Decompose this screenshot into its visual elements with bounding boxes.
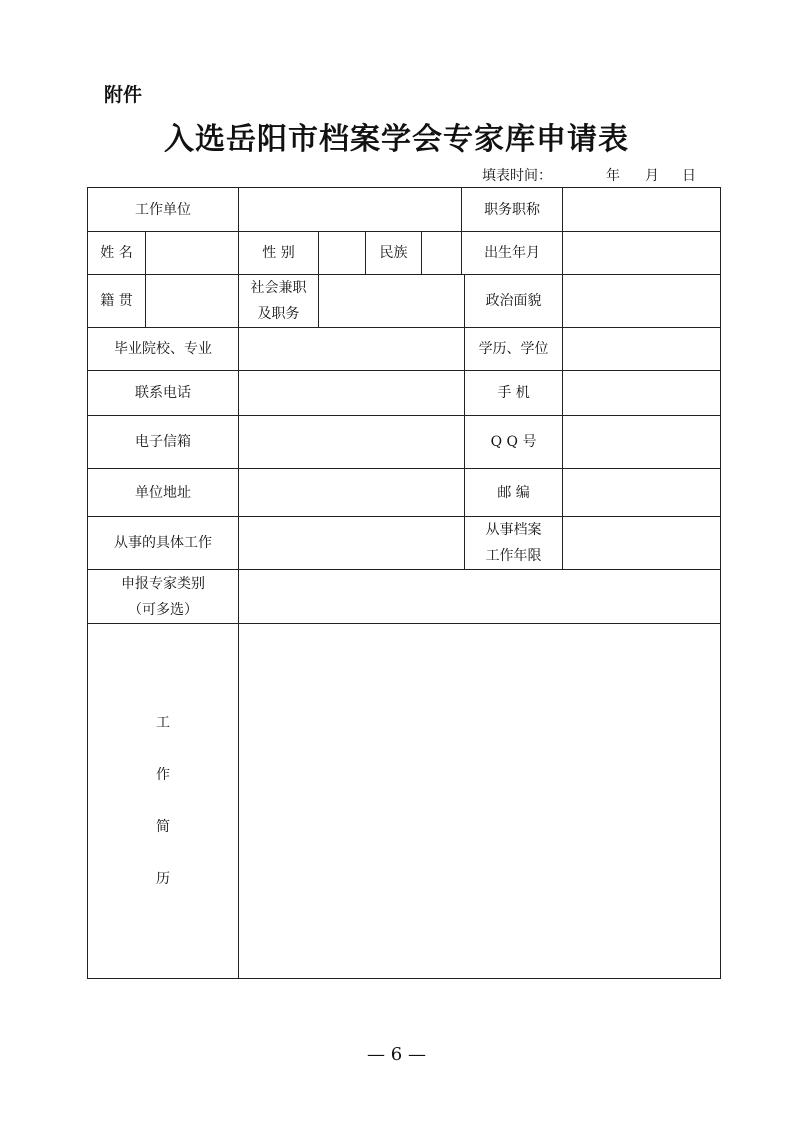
table-row	[88, 570, 721, 624]
input-position-title[interactable]	[563, 188, 721, 232]
label-ethnicity: 民族	[366, 232, 422, 275]
input-mobile[interactable]	[563, 371, 721, 416]
label-work-resume	[88, 624, 239, 979]
fill-time-year: 年	[606, 168, 620, 184]
input-social-position[interactable]	[319, 275, 465, 328]
label-birth-date: 出生年月	[462, 232, 563, 275]
label-school-major: 毕业院校、专业	[88, 328, 239, 371]
label-education-degree: 学历、学位	[465, 328, 563, 371]
label-archive-years	[465, 517, 563, 570]
input-political-status[interactable]	[563, 275, 721, 328]
table-row	[88, 517, 721, 570]
label-mobile: 手 机	[465, 371, 563, 416]
label-specific-work: 从事的具体工作	[88, 517, 239, 570]
label-gender: 性 别	[239, 232, 319, 275]
label-qq: Q Q 号	[465, 416, 563, 469]
input-specific-work[interactable]	[239, 517, 465, 570]
input-postcode[interactable]	[563, 469, 721, 517]
table-row	[88, 469, 721, 517]
input-work-resume[interactable]	[239, 624, 721, 979]
table-row	[88, 275, 721, 328]
form-title: 入选岳阳市档案学会专家库申请表	[164, 122, 629, 157]
label-expert-category-line2: （可多选）	[128, 601, 198, 618]
resume-char: 历	[156, 871, 170, 887]
input-native-place[interactable]	[146, 275, 239, 328]
input-ethnicity[interactable]	[422, 232, 462, 275]
attachment-label: 附件	[104, 84, 143, 106]
fill-time-month: 月	[645, 168, 659, 184]
resume-char: 工	[156, 715, 170, 731]
page-number: — 6 —	[367, 1044, 426, 1065]
input-gender[interactable]	[319, 232, 366, 275]
table-row	[88, 232, 721, 275]
table-row	[88, 328, 721, 371]
input-name[interactable]	[146, 232, 239, 275]
resume-char: 简	[156, 819, 170, 835]
label-unit-address: 单位地址	[88, 469, 239, 517]
application-form-table	[87, 187, 721, 979]
label-social-position-line2: 及职务	[257, 306, 300, 322]
label-phone: 联系电话	[88, 371, 239, 416]
label-social-position	[239, 275, 319, 328]
label-expert-category	[88, 570, 239, 624]
input-archive-years[interactable]	[563, 517, 721, 570]
input-birth-date[interactable]	[563, 232, 721, 275]
input-school-major[interactable]	[239, 328, 465, 371]
label-position-title: 职务职称	[462, 188, 563, 232]
label-archive-years-line2: 工作年限	[485, 548, 542, 564]
label-native-place: 籍 贯	[88, 275, 146, 328]
fill-time-label: 填表时间：	[482, 168, 552, 184]
input-phone[interactable]	[239, 371, 465, 416]
input-education-degree[interactable]	[563, 328, 721, 371]
label-social-position-line1: 社会兼职	[250, 280, 307, 296]
label-postcode: 邮 编	[465, 469, 563, 517]
table-row	[88, 188, 721, 232]
input-work-unit[interactable]	[239, 188, 462, 232]
resume-char: 作	[156, 767, 170, 783]
input-qq[interactable]	[563, 416, 721, 469]
label-archive-years-line1: 从事档案	[485, 522, 542, 538]
table-row	[88, 416, 721, 469]
label-email: 电子信箱	[88, 416, 239, 469]
label-name: 姓 名	[88, 232, 146, 275]
table-row	[88, 371, 721, 416]
label-political-status: 政治面貌	[465, 275, 563, 328]
input-email[interactable]	[239, 416, 465, 469]
input-expert-category[interactable]	[239, 570, 721, 624]
input-unit-address[interactable]	[239, 469, 465, 517]
fill-time-day: 日	[682, 168, 696, 184]
label-work-unit: 工作单位	[88, 188, 239, 232]
label-expert-category-line1: 申报专家类别	[121, 575, 205, 592]
table-row	[88, 624, 721, 979]
